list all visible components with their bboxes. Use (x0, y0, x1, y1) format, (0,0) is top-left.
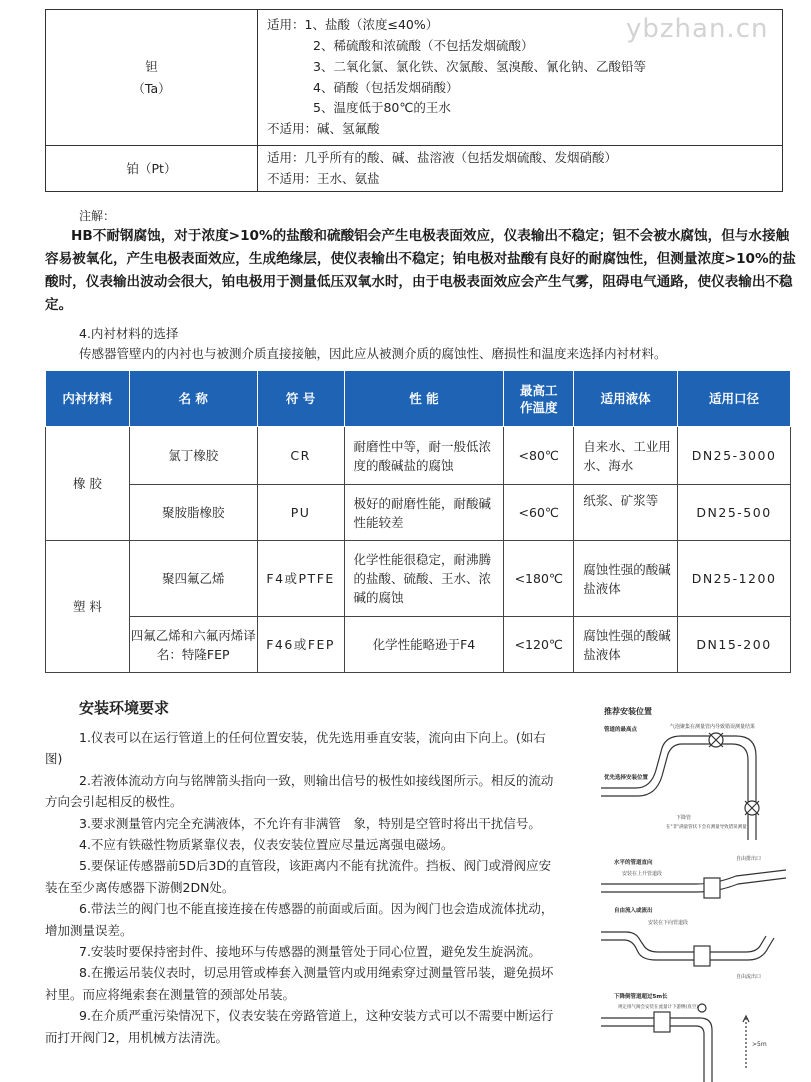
electrode-table (45, 9, 783, 192)
applicable-line: 适用：几乎所有的酸、碱、盐溶液（包括发烟硫酸、发烟硝酸） (267, 150, 618, 165)
figure-label: 安装在下向管道段 (648, 920, 689, 926)
symbol-cell: F46或FEP (257, 617, 344, 673)
install-item: 1.仪表可以在运行管道上的任何位置安装，优先选用垂直安装，流向由下向上。(如右图) (45, 730, 546, 767)
section-description: 传感器管壁内的内衬也与被测介质直接接触，因此应从被测介质的腐蚀性、磨损性和温度来选择内衬材料。 (79, 346, 667, 361)
install-item: 3.要求测量管内完全充满液体，不允许有非满管 象，特别是空管时将出干扰信号。 (79, 815, 541, 831)
applicable-item: 3、二氧化氯、氯化铁、次氯酸、氢溴酸、氰化钠、乙酸铅等 (313, 58, 646, 74)
performance-cell: 耐磨性中等，耐一般低浓度的酸碱盐的腐蚀 (344, 427, 504, 485)
applicable-item: 5、温度低于80℃的王水 (313, 100, 451, 116)
performance-cell: 化学性能很稳定，耐沸腾的盐酸、硫酸、王水、浓碱的腐蚀 (344, 541, 504, 617)
not-applicable: 不适用：王水、氨盐 (267, 170, 380, 186)
caliber-cell: DN25-3000 (678, 427, 791, 485)
pipe-diagram-downhill (601, 1004, 749, 1082)
caliber-cell: DN15-200 (678, 617, 791, 673)
caliber-cell: DN25-500 (678, 485, 791, 541)
lining-table (45, 370, 791, 673)
metal-cell (46, 10, 258, 146)
performance-cell: 化学性能略逊于F4 (344, 617, 504, 673)
liquid-cell: 纸浆、矿浆等 (574, 485, 678, 541)
material-cell: 橡 胶 (46, 427, 130, 541)
metal-name: 铂（Pt） (46, 146, 258, 192)
caliber-cell: DN25-1200 (678, 541, 791, 617)
name-cell: 聚胺脂橡胶 (129, 485, 257, 541)
temp-cell: <120℃ (504, 617, 574, 673)
applicable-item: 2、稀硫酸和浓硫酸（不包括发烟硫酸） (313, 38, 534, 54)
table-row (46, 541, 791, 617)
table-header-row (46, 371, 791, 427)
figure-label: 管道的最高点 (604, 727, 638, 733)
liquid-cell: 腐蚀性强的酸碱盐液体 (574, 617, 678, 673)
pipe-diagram-free-flow (601, 932, 774, 966)
temp-cell: <60℃ (504, 485, 574, 541)
figure-title: 推荐安装位置 (604, 707, 652, 716)
installation-diagram (596, 700, 796, 1082)
pipe-diagram-top (601, 733, 759, 840)
install-item: 6.带法兰的阀门也不能直接连接在传感器的前面或后面。因为阀门也会造成流体扰动，增加测量误差。 (45, 901, 554, 938)
symbol-cell: CR (257, 427, 344, 485)
figure-label: 下降倒管道超过5m长 (614, 994, 668, 1000)
symbol-cell: F4或PTFE (257, 541, 344, 617)
figure-label: 下降管 (676, 815, 692, 821)
material-cell: 塑 料 (46, 541, 130, 673)
applicability-cell (258, 146, 783, 192)
figure-label: 安装在上升管道段 (622, 871, 663, 877)
note-label: 注解： (79, 209, 116, 223)
performance-cell: 极好的耐磨性能，耐酸碱性能较差 (344, 485, 504, 541)
metal-symbol: （Ta） (132, 80, 171, 96)
liquid-cell: 腐蚀性强的酸碱盐液体 (574, 541, 678, 617)
install-item: 8.在搬运吊装仪表时，切忌用管或棒套入测量管内或用绳索穿过测量管吊装，避免损坏衬里。而应将绳索套在测量管的颈部处吊装。 (45, 965, 554, 1002)
table-row (46, 617, 791, 673)
table-row (46, 146, 783, 192)
note-text: HB不耐钢腐蚀，对于浓度>10%的盐酸和硫酸铝会产生电极表面效应，仪表输出不稳定；钽不会被水腐蚀，但与水接触容易被氧化，产生电极表面效应，生成绝缘层，使仪表输出不稳定；铂电极对盐酸有良好的耐腐蚀性，但测量浓度>10%的盐酸时，仪表输出波动会很大，铂电极用于测量低压双氧水时，由于电极表面效应会产生气雾，阻碍电气通路，使仪表输出不稳定。 (45, 228, 796, 313)
metal-name: 钽 (145, 58, 158, 74)
install-item: 7.安装时要保持密封件、接地环与传感器的测量管处于同心位置，避免发生旋涡流。 (79, 944, 541, 960)
install-list (45, 727, 563, 1048)
applicable-item: 1、盐酸（浓度≤40%） (304, 17, 439, 33)
section-title: 4.内衬材料的选择 (79, 326, 179, 341)
column-header: 名 称 (129, 371, 257, 427)
column-header: 最高工 作温度 (504, 371, 574, 427)
figure-label: 在"非"满量管状下会有测量导致错误测量 (666, 825, 747, 830)
install-item: 4.不应有铁磁性物质紧靠仪表，仪表安装位置应尽量远离强电磁场。 (79, 837, 454, 853)
column-header: 适用口径 (678, 371, 791, 427)
figure-label: 自由流出口 (736, 974, 762, 980)
install-title: 安装环境要求 (79, 699, 170, 717)
table-row (46, 10, 783, 146)
figure-label: 规定排气阀会安装在流量计下游侧(真空) (618, 1005, 699, 1010)
figure-label: 优先选择安装位置 (604, 775, 649, 781)
liquid-cell: 自来水、工业用水、海水 (574, 427, 678, 485)
column-header: 性 能 (344, 371, 504, 427)
applicability-cell (258, 10, 783, 146)
figure-label: 气泡聚集在测量管内导致错误测量结果 (670, 724, 756, 730)
table-row (46, 427, 791, 485)
table-row (46, 485, 791, 541)
install-item: 2.若液体流动方向与铭牌箭头指向一致，则输出信号的极性如接线图所示。相反的流动方向会引起相反的极性。 (45, 772, 554, 810)
install-item: 5.要保证传感器前5D后3D的直管段，该距离内不能有扰流件。挡板、阀门或滑阀应安装在至少离传感器下游侧2DN处。 (45, 858, 552, 895)
watermark: ybzhan.cn (626, 14, 769, 44)
name-cell: 聚四氟乙烯 (129, 541, 257, 617)
figure-label: 自由流入或流出 (614, 908, 653, 914)
temp-cell: <80℃ (504, 427, 574, 485)
column-header: 适用液体 (574, 371, 678, 427)
not-applicable: 不适用：碱、氢氟酸 (267, 120, 380, 136)
figure-label: 水平的管道直向 (614, 860, 653, 866)
name-cell: 氯丁橡胶 (129, 427, 257, 485)
symbol-cell: PU (257, 485, 344, 541)
name-cell: 四氟乙烯和六氟丙烯译名：特隆FEP (129, 617, 257, 673)
temp-cell: <180℃ (504, 541, 574, 617)
install-item: 9.在介质严重污染情况下，仪表安装在旁路管道上，这种安装方式可以不需要中断运行而打开阀门2，用机械方法清洗。 (45, 1008, 554, 1045)
figure-label: 自由排出口 (736, 856, 762, 862)
applicable-item: 4、硝酸（包括发烟硝酸） (313, 79, 459, 95)
column-header: 内衬材料 (46, 371, 130, 427)
column-header: 符 号 (257, 371, 344, 427)
applicable-label: 适用： (267, 17, 305, 33)
figure-label: >5m (752, 1041, 767, 1048)
